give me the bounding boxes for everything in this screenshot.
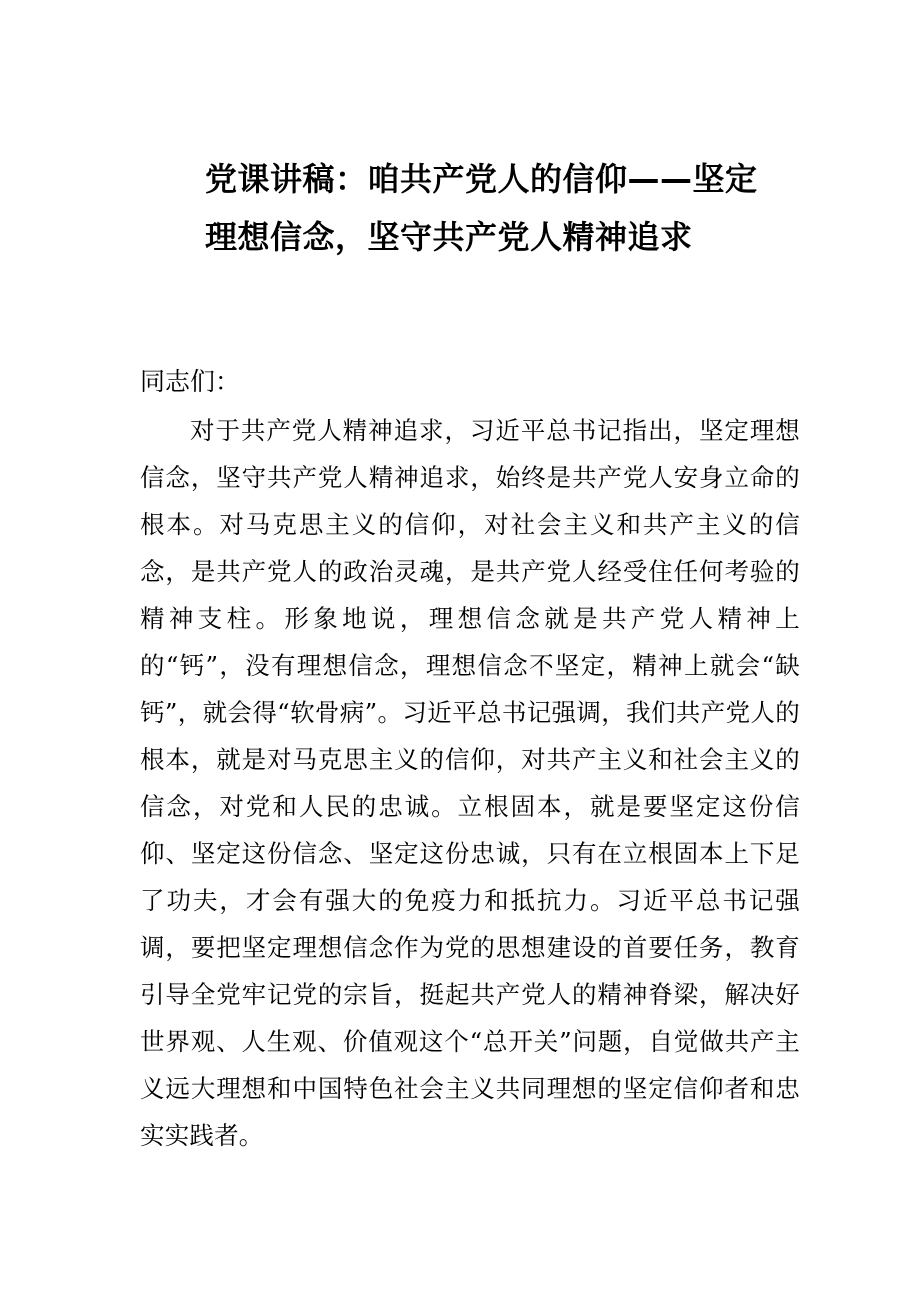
- title-line-2: 理想信念，坚守共产党人精神追求: [205, 218, 693, 256]
- document-title: [205, 150, 795, 266]
- body-paragraph: 对于共产党人精神追求，习近平总书记指出，坚定理想信念，坚守共产党人精神追求，始终是共产党人安身立命的根本。对马克思主义的信仰，对社会主义和共产主义的信念，是共产党人的政治灵魂，是共产党人经受住任何考验的精神支柱。形象地说，理想信念就是共产党人精神上的“钙”，没有理想信念，理想信念不坚定，精神上就会“缺钙”，就会得“软骨病”。习近平总书记强调，我们共产党人的根本，就是对马克思主义的信仰，对共产主义和社会主义的信念，对党和人民的忠诚。立根固本，就是要坚定这份信仰、坚定这份信念、坚定这份忠诚，只有在立根固本上下足了功夫，才会有强大的免疫力和抵抗力。习近平总书记强调，要把坚定理想信念作为党的思想建设的首要任务，教育引导全党牢记党的宗旨，挺起共产党人的精神脊梁，解决好世界观、人生观、价值观这个“总开关”问题，自觉做共产主义远大理想和中国特色社会主义共同理想的坚定信仰者和忠实实践者。: [140, 416, 800, 1150]
- salutation: 同志们：: [140, 367, 241, 396]
- title-line-1: 党课讲稿：咱共产党人的信仰——坚定: [205, 160, 758, 198]
